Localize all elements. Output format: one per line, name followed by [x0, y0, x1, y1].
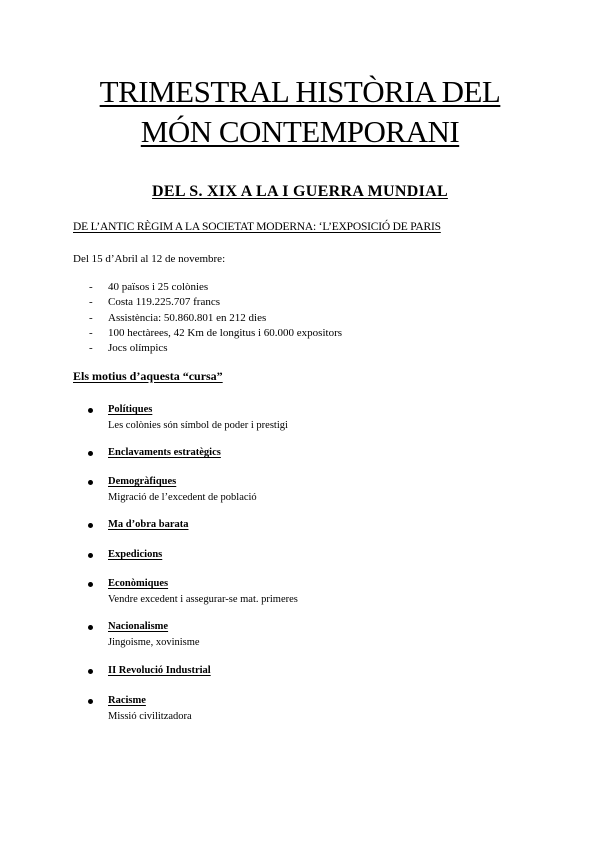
motiu-label: Nacionalisme	[108, 621, 169, 632]
motius-heading: Els motius d’aquesta “cursa”	[73, 369, 223, 383]
fact-item: - Assistència: 50.860.801 en 212 dies	[89, 311, 342, 326]
bullet-icon	[88, 451, 93, 456]
document-title-line-2: MÓN CONTEMPORANI	[140, 114, 460, 149]
fact-item: - 40 països i 25 colònies	[89, 280, 342, 295]
motiu-label: Demogràfiques	[108, 476, 177, 487]
section-title: DE L’ANTIC RÈGIM A LA SOCIETAT MODERNA: ‘L’EXPOSICIÓ DE PARIS	[73, 221, 441, 233]
motiu-description: Missió civilitzadora	[108, 711, 192, 722]
motiu-label: Polítiques	[108, 404, 153, 415]
bullet-icon	[88, 553, 93, 558]
motiu-description: Jingoisme, xovinisme	[108, 637, 200, 648]
bullet-icon	[88, 523, 93, 528]
motiu-label: Econòmiques	[108, 578, 169, 589]
bullet-icon	[88, 480, 93, 485]
bullet-icon	[88, 582, 93, 587]
document-title-line-1: TRIMESTRAL HISTÒRIA DEL	[99, 74, 501, 109]
motiu-label: Racisme	[108, 695, 146, 706]
bullet-icon	[88, 669, 93, 674]
motiu-label: II Revolució Industrial	[108, 665, 211, 676]
motiu-description: Migració de l’excedent de població	[108, 492, 257, 503]
motiu-label: Enclavaments estratègics	[108, 447, 221, 458]
bullet-icon	[88, 408, 93, 413]
bullet-icon	[88, 699, 93, 704]
document-title	[0, 72, 600, 152]
fact-item: - Costa 119.225.707 francs	[89, 295, 342, 310]
fact-item: - 100 hectàrees, 42 Km de longitus i 60.000 expositors	[89, 326, 342, 341]
motiu-description: Les colònies són símbol de poder i prestigi	[108, 420, 288, 431]
facts-list	[89, 280, 342, 356]
motiu-label: Expedicions	[108, 549, 163, 560]
date-range-text: Del 15 d’Abril al 12 de novembre:	[73, 253, 226, 265]
bullet-icon	[88, 625, 93, 630]
document-subtitle: DEL S. XIX A LA I GUERRA MUNDIAL	[152, 183, 448, 200]
motiu-description: Vendre excedent i assegurar-se mat. primeres	[108, 594, 298, 605]
motiu-label: Ma d’obra barata	[108, 519, 189, 530]
fact-item: - Jocs olímpics	[89, 341, 342, 356]
